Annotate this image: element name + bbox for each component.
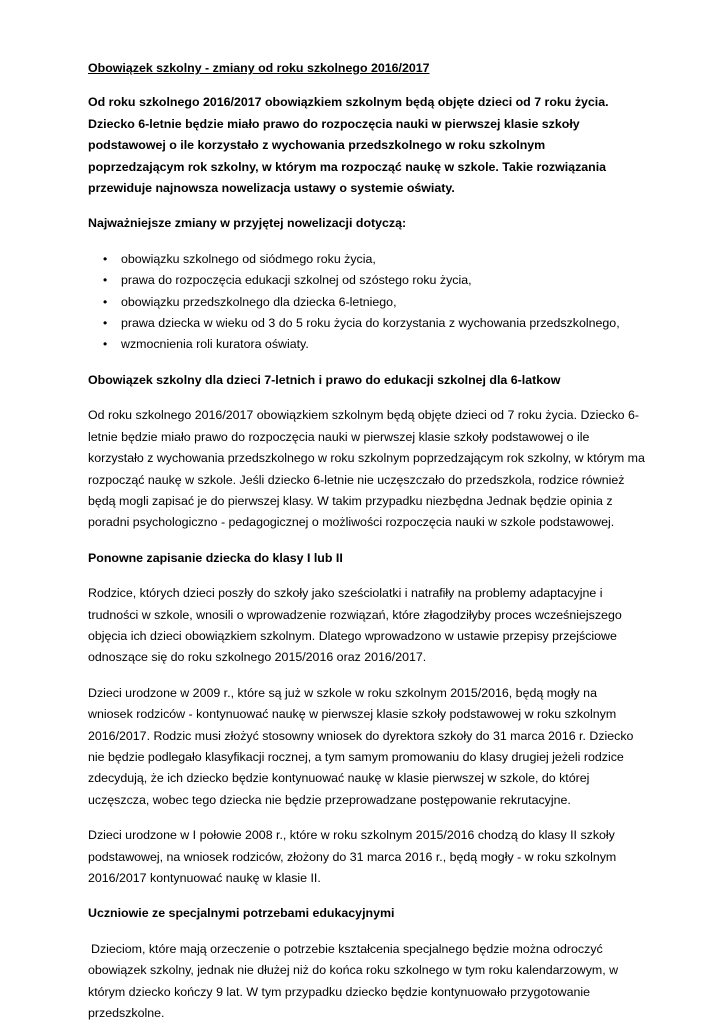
- list-item-text: prawa dziecka w wieku od 3 do 5 roku życia do korzystania z wychowania przedszkolnego,: [121, 316, 620, 331]
- list-item-text: obowiązku szkolnego od siódmego roku życia,: [121, 251, 376, 266]
- changes-list: [88, 249, 645, 356]
- list-item: [88, 249, 645, 270]
- section-paragraph: Rodzice, których dzieci poszły do szkoły jako sześciolatki i natrafiły na problemy adaptacyjne i trudności w szkole, wnosili o wprowadzenie rozwiązań, które złagodziłyby proces wcześniejszego objęcia ich dzieci obowiązkiem szkolnym. Dlatego wprowadzono w ustawie przepisy przejściowe odnoszące się do roku szkolnego 2015/2016 oraz 2016/2017.: [88, 586, 622, 665]
- list-item: [88, 334, 645, 355]
- list-item: [88, 292, 645, 313]
- section-heading-re-enrollment: Ponowne zapisanie dziecka do klasy I lub II: [88, 550, 343, 565]
- list-item: [88, 313, 645, 334]
- list-item: [88, 270, 645, 291]
- list-item-text: wzmocnienia roli kuratora oświaty.: [121, 337, 309, 352]
- bullet-icon: •: [103, 273, 108, 288]
- section-heading-special-needs: Uczniowie ze specjalnymi potrzebami edukacyjnymi: [88, 906, 395, 921]
- list-item-text: prawa do rozpoczęcia edukacji szkolnej od szóstego roku życia,: [121, 273, 472, 288]
- section-paragraph: Dzieci urodzone w 2009 r., które są już w szkole w roku szkolnym 2015/2016, będą mogły na wniosek rodziców - kontynuować naukę w pierwszej klasie szkoły podstawowej w roku szkolnym 2016/2017. Rodzic musi złożyć stosowny wniosek do dyrektora szkoły do 31 marca 2016 r. Dziecko nie będzie podlegało klasyfikacji rocznej, a tym samym promowaniu do klasy drugiej jeżeli rodzice zdecydują, że ich dziecko będzie kontynuować naukę w klasie pierwszej w szkole, do której uczęszcza, wobec tego dziecka nie będzie przeprowadzane postępowanie rekrutacyjne.: [88, 685, 634, 807]
- lead-paragraph: Od roku szkolnego 2016/2017 obowiązkiem szkolnym będą objęte dzieci od 7 roku życia. Dziecko 6-letnie będzie miało prawo do rozpoczęcia nauki w pierwszej klasie szkoły podstawowej o ile korzystało z wychowania przedszkolnego w roku szkolnym poprzedzającym rok szkolny, w którym ma rozpocząć naukę w szkole. Takie rozwiązania przewiduje najnowsza nowelizacja ustawy o systemie oświaty.: [88, 95, 609, 196]
- section-paragraph: Od roku szkolnego 2016/2017 obowiązkiem szkolnym będą objęte dzieci od 7 roku życia. Dziecko 6-letnie będzie miało prawo do rozpoczęcia nauki w pierwszej klasie szkoły podstawowej o ile korzystało z wychowania przedszkolnego w roku szkolnym poprzedzającym rok szkolny, w którym ma rozpocząć naukę w szkole. Jeśli dziecko 6-letnie nie uczęszczało do przedszkola, rodzice również będą mogli zapisać je do pierwszej klasy. W takim przypadku niezbędna Jednak będzie opinia z poradni psychologiczno - pedagogicznej o możliwości rozpoczęcia nauki w szkole podstawowej.: [88, 408, 645, 530]
- bullet-icon: •: [103, 294, 108, 309]
- bullet-icon: •: [103, 316, 108, 331]
- section-heading-compulsory-schooling: Obowiązek szkolny dla dzieci 7-letnich i prawo do edukacji szkolnej dla 6-latkow: [88, 372, 561, 387]
- document-title: Obowiązek szkolny - zmiany od roku szkolnego 2016/2017: [88, 61, 430, 75]
- changes-heading: Najważniejsze zmiany w przyjętej nowelizacji dotyczą:: [88, 216, 407, 231]
- bullet-icon: •: [103, 251, 108, 266]
- bullet-icon: •: [103, 337, 108, 352]
- section-paragraph: Dzieci urodzone w I połowie 2008 r., które w roku szkolnym 2015/2016 chodzą do klasy II szkoły podstawowej, na wniosek rodziców, złożony do 31 marca 2016 r., będą mogły - w roku szkolnym 2016/2017 kontynuować naukę w klasie II.: [88, 828, 617, 885]
- list-item-text: obowiązku przedszkolnego dla dziecka 6-letniego,: [121, 294, 397, 309]
- section-paragraph: Dzieciom, które mają orzeczenie o potrzebie kształcenia specjalnego będzie można odroczyć obowiązek szkolny, jednak nie dłużej niż do końca roku szkolnego w tym roku kalendarzowym, w którym dziecko kończy 9 lat. W tym przypadku dziecko będzie kontynuowało przygotowanie przedszkolne.: [88, 941, 619, 1021]
